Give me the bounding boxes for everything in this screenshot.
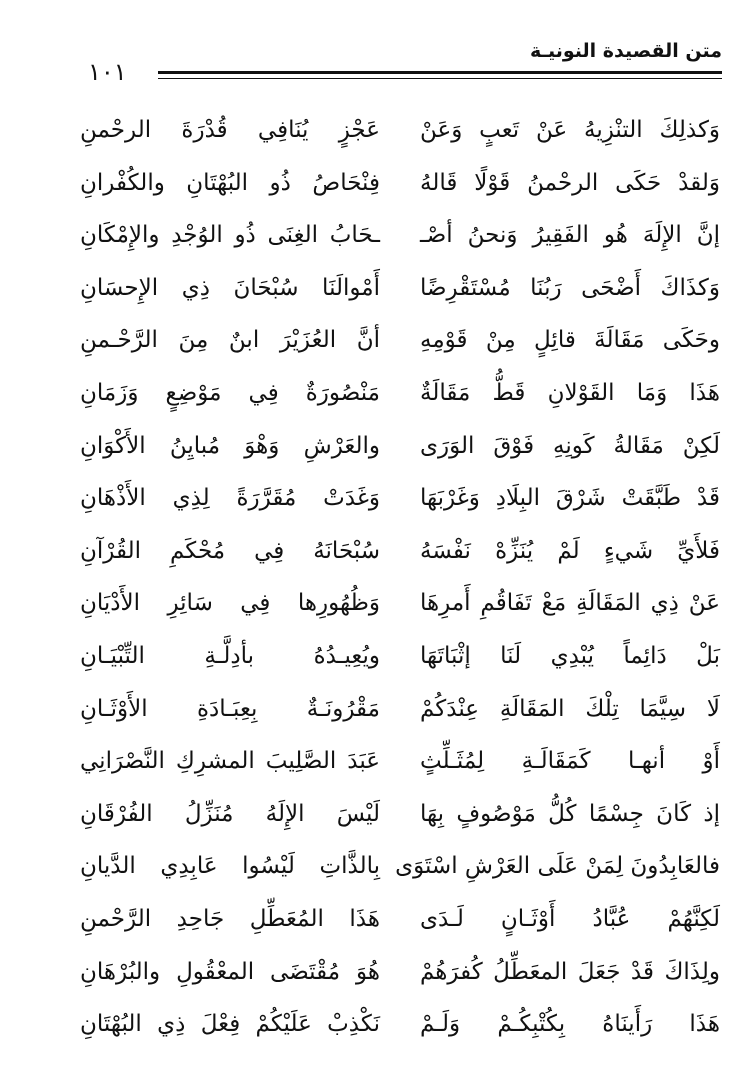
verse: [80, 270, 720, 323]
verse: [80, 691, 720, 744]
verse: [80, 217, 720, 270]
second-hemistich: نَكْذِبْ عَلَيْكُمْ فِعْلَ ذِي البُهْتَانِ: [80, 1011, 380, 1038]
second-hemistich: أَمْوالَنَا سُبْحَانَ ذِي الإِحسَانِ: [80, 274, 380, 301]
first-hemistich: إذ كَانَ جِسْمًا كُلُّ مَوْصُوفٍ بِهَا: [420, 800, 720, 827]
book-title: متن القصيدة النونيـة: [529, 40, 722, 62]
second-hemistich: وَغَدَتْ مُقَرَّرَةً لِذِي الأَذْهَانِ: [80, 485, 380, 512]
verse: [80, 848, 720, 901]
first-hemistich: وحَكَى مَقَالَةَ قائِلٍ مِنْ قَوْمِهِ: [420, 327, 720, 354]
second-hemistich: ويُعِيـدُهُ بأدِلَّـةِ التِّبْيَـانِ: [80, 642, 380, 669]
second-hemistich: هَذَا المُعَطِّلِ جَاحِدِ الرَّحْمنِ: [80, 905, 380, 932]
second-hemistich: سُبْحَانَهُ فِي مُحْكَمِ القُرْآنِ: [80, 537, 380, 564]
page-header: [88, 36, 722, 86]
verse: [80, 901, 720, 954]
first-hemistich: بَلْ دَائِماً يُبْدِي لَنَا إثْبَاتَهَا: [420, 642, 720, 669]
second-hemistich: والعَرْشِ وَهْوَ مُبايِنُ الأَكْوَانِ: [80, 432, 380, 459]
second-hemistich: لَيْسَ الإِلَهُ مُنَزِّلُ الفُرْقَانِ: [80, 800, 380, 827]
verse: [80, 743, 720, 796]
poem-body: [80, 112, 720, 1059]
verse: [80, 585, 720, 638]
first-hemistich: وَلقدْ حَكَى الرحْمنُ قَوْلًا قَالهُ: [420, 169, 720, 196]
first-hemistich: هَذَا وَمَا القَوْلانِ قَطُّ مَقَالَةٌ: [420, 379, 720, 406]
verse: [80, 112, 720, 165]
verse: [80, 1006, 720, 1059]
verse: [80, 428, 720, 481]
first-hemistich: عَنْ ذِي المَقَالَةِ مَعْ تَفَاقُمِ أَمرِهَا: [420, 590, 720, 617]
second-hemistich: عَجْزٍ يُنَافِي قُدْرَةَ الرحْمنِ: [80, 117, 380, 143]
verse: [80, 480, 720, 533]
second-hemistich: وَظُهُورِها فِي سَائِرِ الأَدْيَانِ: [80, 590, 380, 617]
first-hemistich: لَكِنْ مَقَالةُ كَونِهِ فَوْقَ الوَرَى: [420, 432, 720, 459]
first-hemistich: لَكِنَّهُمْ عُبَّادُ أَوْثَـانٍ لَـدَى: [420, 905, 720, 932]
second-hemistich: بِالذَّاتِ لَيْسُوا عَابِدِي الدَّيانِ: [80, 853, 380, 880]
first-hemistich: ولِذَاكَ قَدْ جَعَلَ المعَطِّلُ كُفرَهُمْ: [420, 958, 720, 985]
second-hemistich: ـحَابُ الغِنَى ذُو الوُجْدِ والإِمْكَانِ: [80, 222, 380, 249]
verse: [80, 954, 720, 1007]
first-hemistich: فالعَابِدُونَ لِمَنْ عَلَى العَرْشِ اسْتَوَى: [395, 853, 720, 880]
first-hemistich: فَلأَيِّ شَيءٍ لَمْ يُنَزِّهْ نَفْسَهُ: [420, 537, 720, 564]
second-hemistich: فِنْحَاصُ ذُو البُهْتَانِ والكُفْرانِ: [80, 169, 380, 196]
verse: [80, 165, 720, 218]
second-hemistich: مَقْرُونَـةٌ بِعِبَـادَةِ الأَوْثَـانِ: [80, 695, 380, 722]
verse: [80, 375, 720, 428]
verse: [80, 533, 720, 586]
first-hemistich: أَوْ أنهـا كَمَقَالَـةِ لِمُثَـلِّثٍ: [420, 748, 720, 775]
page-number: ١٠١: [88, 58, 127, 86]
header-rule-thin: [158, 78, 722, 79]
second-hemistich: عَبَدَ الصَّلِيبَ المشرِكِ النَّصْرَانِي: [80, 748, 380, 775]
first-hemistich: وَكذلِكَ التنْزِيهُ عَنْ تَعبٍ وَعَنْ: [420, 117, 720, 143]
first-hemistich: هَذَا رَأَينَاهُ بِكُتْبِكُـمْ وَلَـمْ: [420, 1011, 720, 1038]
second-hemistich: هُوَ مُقْتَضَى المعْقُولِ والبُرْهَانِ: [80, 958, 380, 985]
first-hemistich: إنَّ الإِلَهَ هُو الفَقِيرُ وَنحنُ أصْـ: [420, 222, 720, 249]
second-hemistich: مَنْصُورَةٌ فِي مَوْضِعٍ وَزَمَانِ: [80, 379, 380, 406]
header-rule-thick: [158, 71, 722, 74]
first-hemistich: لَا سِيَّمَا تِلْكَ المَقَالَةِ عِنْدَكُمْ: [420, 695, 720, 722]
first-hemistich: قَدْ طَبَّقَتْ شَرْقَ البِلَادِ وَغَرْبَهَا: [420, 485, 720, 512]
second-hemistich: أنَّ العُزَيْرَ ابنٌ مِنَ الرَّحْـمنِ: [80, 327, 380, 354]
verse: [80, 796, 720, 849]
first-hemistich: وَكذَاكَ أَضْحَى رَبُنَا مُسْتَقْرِضًا: [420, 274, 720, 301]
verse: [80, 322, 720, 375]
verse: [80, 638, 720, 691]
